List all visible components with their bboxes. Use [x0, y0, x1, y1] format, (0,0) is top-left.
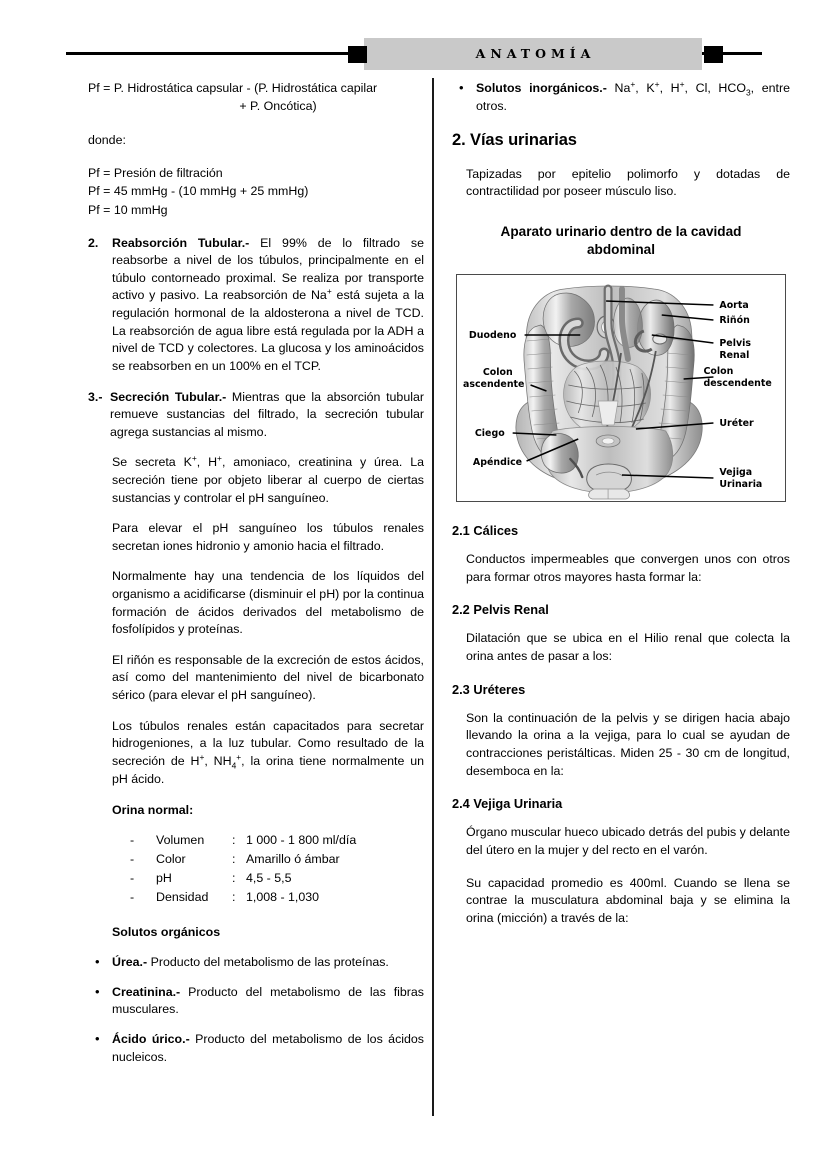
header-square-right-icon [704, 46, 723, 63]
para-elevar-ph: Para elevar el pH sanguíneo los túbulos renales secretan iones hidronio y amonio hacia el filtrado. [112, 521, 424, 553]
para-se-secreta [88, 454, 424, 507]
label-ciego: Ciego [474, 427, 505, 439]
column-divider [432, 78, 434, 1116]
subsection-body-vejiga-urinaria-2: Su capacidad promedio es 400ml. Cuando se llena se contrae la musculatura abdominal baja y se elimina la orina (micción) a través de la: [466, 875, 790, 925]
section-lead-paragraph: Tapizadas por epitelio polimorfo y dotadas de contractilidad por poseer músculo liso. [466, 166, 790, 199]
label-pelvis: Pelvis [719, 337, 751, 349]
tubulos-sup-1: + [199, 751, 205, 762]
row-key: pH [156, 871, 172, 886]
row-colon: : [232, 832, 236, 847]
bullet-term: Ácido úrico.- [112, 1032, 190, 1047]
row-value: 1 000 - 1 800 ml/día [246, 832, 357, 847]
formula-line-1: Pf = P. Hidrostática capsular - (P. Hidrostática capilar [88, 81, 378, 95]
subsection-heading-pelvis-renal: 2.2 Pelvis Renal [452, 602, 549, 618]
se-secreta-b: , H [196, 455, 218, 470]
subsection-heading-calices: 2.1 Cálices [452, 522, 519, 538]
section-heading-vias-urinarias: 2. Vías urinarias [452, 131, 577, 150]
row-dash: - [130, 851, 135, 866]
figure-caption: Aparato urinario dentro de la cavidad abdominal [500, 223, 742, 258]
item-2-body-a: El 99% de lo filtrado se reabsorbe a nivel de los túbulos, principalmente en el túbulo contorneado proximal. Se realiza por transporte activo y pasivo. La reabsorción de Na [112, 235, 424, 303]
pf-line-1: Pf = Presión de filtración [88, 165, 223, 180]
se-secreta-c: , amoniaco, creatinina y úrea. La secreción tiene por objeto liberar al cuerpo de ciertas sustancias y controlar el pH sanguíneo. [112, 455, 424, 505]
tubulos-c: , la orina tiene normalmente un pH ácido. [112, 753, 424, 786]
si-sup-2: + [654, 78, 660, 89]
bullet-creatinina [88, 984, 424, 1019]
si-a: Na [606, 81, 631, 95]
label-aorta: Aorta [719, 299, 749, 311]
item-2-sup-a: + [326, 286, 332, 297]
bullet-dot-icon: • [95, 954, 100, 970]
item-2-title: Reabsorción Tubular.- [112, 235, 250, 250]
se-secreta-a: Se secreta K [112, 455, 192, 470]
label-colon-ascendente-2: ascendente [462, 378, 525, 390]
row-value: 1,008 - 1,030 [246, 890, 320, 905]
label-ureter: Uréter [719, 417, 754, 429]
subsection-heading-ureteres: 2.3 Uréteres [452, 681, 526, 697]
list-item [130, 888, 424, 907]
row-dash: - [130, 871, 135, 886]
row-colon: : [232, 871, 236, 886]
si-b: , K [635, 81, 655, 95]
row-dash: - [130, 832, 135, 847]
pf-values-block [88, 165, 424, 220]
item-3-number: 3.- [88, 389, 103, 404]
label-vejiga: Vejiga [719, 466, 753, 478]
filtration-formula [88, 80, 424, 115]
bullet-text: Producto del metabolismo de los ácidos nucleicos. [112, 1032, 424, 1064]
bullet-text: Producto del metabolismo de las proteínas. [147, 955, 389, 970]
para-normalmente: Normalmente hay una tendencia de los líquidos del organismo a acidificarse (disminuir el pH) por la continua formación de ácidos derivados del metabolismo de fosfolípidos y proteínas. [112, 569, 424, 637]
row-dash: - [130, 890, 135, 905]
para-rinon: El riñón es responsable de la excreción de estos ácidos, así como del mantenimiento del nivel de bicarbonato sérico (para elevar el pH sanguíneo). [112, 652, 424, 703]
label-duodeno: Duodeno [468, 329, 517, 341]
bullet-solutos-inorganicos [452, 80, 790, 115]
label-rinon: Riñón [719, 314, 750, 326]
subsection-body-vejiga-urinaria-1: Órgano muscular hueco ubicado detrás del pubis y delante del útero en la mujer y del recto en el varón. [466, 825, 790, 857]
list-item [130, 831, 424, 850]
page-header [0, 38, 828, 70]
row-value: 4,5 - 5,5 [246, 871, 292, 886]
left-column [88, 80, 424, 1078]
subsection-body-pelvis-renal: Dilatación que se ubica en el Hilio renal que colecta la orina antes de pasar a los: [466, 631, 790, 663]
right-column [452, 80, 790, 942]
pf-line-2: Pf = 45 mmHg - (10 mmHg + 25 mmHg) [88, 184, 309, 199]
bullet-urea [88, 954, 424, 972]
bullet-term: Solutos inorgánicos.- [476, 81, 607, 95]
label-colon-descendente-1: Colon [703, 365, 734, 377]
orina-normal-heading: Orina normal: [112, 803, 194, 818]
donde-label: donde: [88, 133, 126, 148]
list-item [130, 850, 424, 869]
item-3-title: Secreción Tubular.- [110, 389, 227, 404]
header-title: ANATOMÍA [475, 46, 596, 61]
item-reabsorcion-tubular [88, 235, 424, 376]
list-item [130, 869, 424, 888]
bullet-term: Creatinina.- [112, 984, 181, 999]
label-renal: Renal [719, 349, 750, 361]
formula-line-2: + P. Oncótica) [239, 98, 317, 113]
urinary-system-figure [456, 274, 786, 502]
abdominal-mass [516, 286, 702, 499]
se-secreta-sup-1: + [191, 453, 197, 464]
para-tubulos-renales [88, 718, 424, 788]
tubulos-a: Los túbulos renales están capacitados para secretar hidrogeniones, a la luz tubular. Como resultado de la secreción de H [112, 718, 424, 768]
label-colon-descendente-2: descendente [703, 377, 772, 389]
subsection-body-ureteres: Son la continuación de la pelvis y se dirigen hacia abajo llevando la orina a la vejiga, para lo cual se ayudan de contracciones peristálticas. Miden 25 - 30 cm de longitud, desemboca en la: [466, 710, 790, 778]
label-apendice: Apéndice [472, 456, 523, 468]
si-d: , Cl, HCO [684, 81, 746, 95]
row-key: Color [156, 851, 186, 866]
si-sup-3: + [679, 78, 685, 89]
bullet-term: Úrea.- [112, 955, 148, 970]
orina-normal-list [88, 831, 424, 908]
tubulos-b: , NH [204, 753, 232, 768]
row-value: Amarillo ó ámbar [246, 851, 340, 866]
label-colon-ascendente-1: Colon [482, 366, 513, 378]
label-urinaria: Urinaria [719, 478, 763, 490]
solutos-organicos-heading: Solutos orgánicos [112, 924, 221, 939]
bullet-text: Producto del metabolismo de las fibras musculares. [112, 984, 424, 1017]
urinary-system-illustration [457, 275, 785, 501]
bullet-dot-icon: • [95, 1031, 100, 1047]
si-sup-1: + [630, 78, 636, 89]
row-colon: : [232, 890, 236, 905]
subsection-heading-vejiga-urinaria: 2.4 Vejiga Urinaria [452, 796, 563, 812]
row-key: Densidad [156, 890, 209, 905]
pf-line-3: Pf = 10 mmHg [88, 203, 168, 218]
si-e: , entre otros. [476, 81, 790, 113]
tubulos-sup-2: + [236, 751, 242, 762]
row-key: Volumen [156, 832, 205, 847]
si-sub-1: 3 [745, 87, 751, 98]
subsection-body-calices: Conductos impermeables que convergen unos con otros para formar otros mayores hasta formar la: [466, 551, 790, 584]
item-3-body: Mientras que la absorción tubular remueve sustancias del filtrado, la secreción tubular agrega sustancias al mismo. [110, 389, 424, 439]
bullet-acido-urico [88, 1031, 424, 1066]
item-2-number: 2. [88, 235, 99, 250]
item-secrecion-tubular [88, 389, 424, 442]
se-secreta-sup-2: + [217, 453, 222, 464]
row-colon: : [232, 851, 236, 866]
si-c: , H [659, 81, 680, 95]
item-2-body-b: está sujeta a la regulación hormonal de la aldosterona a nivel de TCD. La reabsorción de agua libre está regulada por la ADH a nivel de TCD y colectores. La glucosa y los aminoácidos se reabsorben en un 100% en el TCP. [112, 288, 425, 373]
bullet-dot-icon: • [459, 80, 464, 95]
tubulos-sub-1: 4 [231, 760, 237, 771]
bullet-dot-icon: • [95, 983, 100, 999]
